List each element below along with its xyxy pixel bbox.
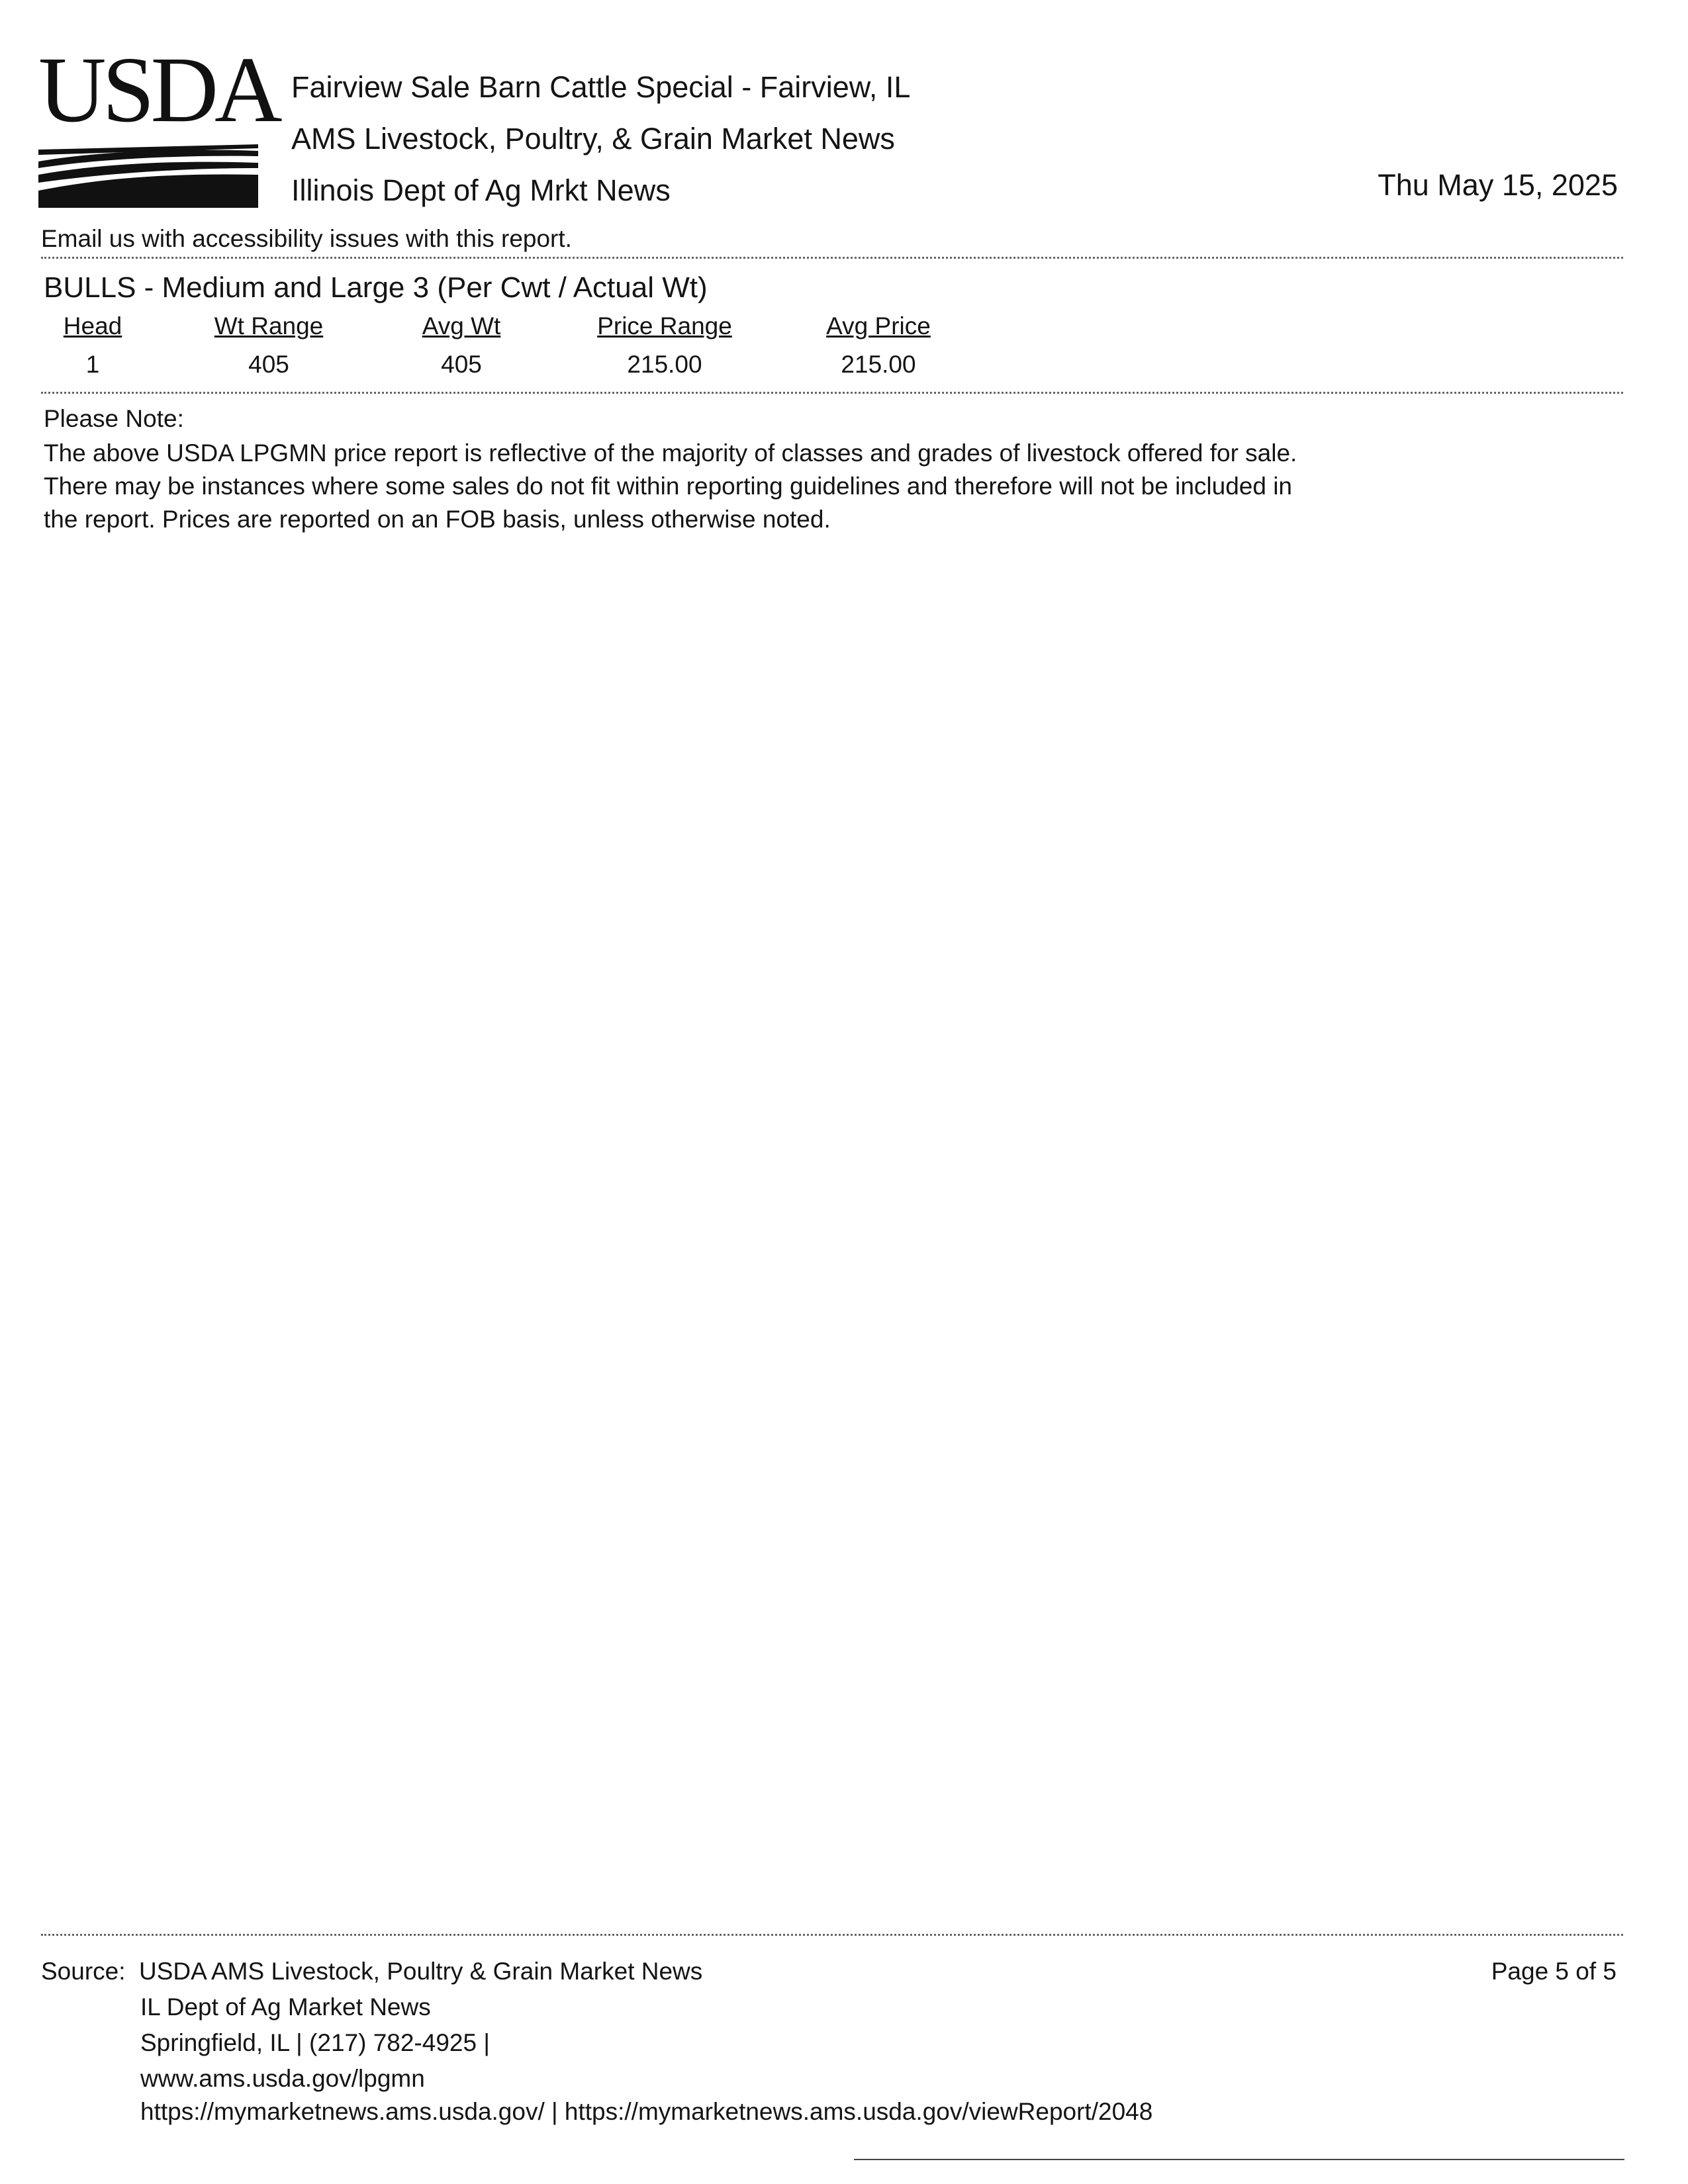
table-cell-price-range: 215.00 <box>627 351 702 378</box>
footer-divider <box>41 1934 1623 1936</box>
source-url[interactable]: www.ams.usda.gov/lpgmn <box>140 2065 425 2092</box>
column-header-avg-price: Avg Price <box>826 312 931 340</box>
accessibility-link[interactable]: Email us with accessibility issues with this report. <box>41 225 572 252</box>
usda-logo-graphic <box>38 52 258 208</box>
column-header-wt-range: Wt Range <box>214 312 324 340</box>
section-title: BULLS - Medium and Large 3 (Per Cwt / Actual Wt) <box>44 271 708 304</box>
usda-logo <box>38 37 279 208</box>
table-cell-wt-range: 405 <box>248 351 289 378</box>
source-line: IL Dept of Ag Market News <box>140 1993 431 2021</box>
note-line: The above USDA LPGMN price report is reflective of the majority of classes and grades of livestock offered for sale. <box>44 439 1297 467</box>
divider <box>41 392 1623 394</box>
source-line: USDA AMS Livestock, Poultry & Grain Market News <box>139 1958 703 1985</box>
table-cell-avg-price: 215.00 <box>841 351 916 378</box>
table-cell-head: 1 <box>85 351 100 378</box>
column-header-price-range: Price Range <box>597 312 732 340</box>
report-office: Illinois Dept of Ag Mrkt News <box>291 173 671 207</box>
source-urls[interactable]: https://mymarketnews.ams.usda.gov/ | https://mymarketnews.ams.usda.gov/viewReport/2048 <box>140 2098 1153 2125</box>
table-cell-avg-wt: 405 <box>441 351 482 378</box>
report-title: Fairview Sale Barn Cattle Special - Fairview, IL <box>291 70 911 104</box>
divider <box>41 257 1623 259</box>
page-number: Page 5 of 5 <box>1491 1958 1617 1985</box>
note-heading: Please Note: <box>44 405 184 432</box>
usda-logo-text: USDA <box>38 37 279 142</box>
source-label: Source: <box>41 1958 126 1985</box>
report-date: Thu May 15, 2025 <box>1378 168 1618 202</box>
column-header-avg-wt: Avg Wt <box>422 312 501 340</box>
note-line: There may be instances where some sales do not fit within reporting guidelines and therefore will not be included in <box>44 473 1293 500</box>
bottom-line <box>854 2159 1624 2160</box>
report-agency: AMS Livestock, Poultry, & Grain Market News <box>291 122 895 156</box>
source-line: Springfield, IL | (217) 782-4925 | <box>140 2029 490 2056</box>
note-line: the report. Prices are reported on an FOB basis, unless otherwise noted. <box>44 506 831 533</box>
column-header-head: Head <box>63 312 122 340</box>
